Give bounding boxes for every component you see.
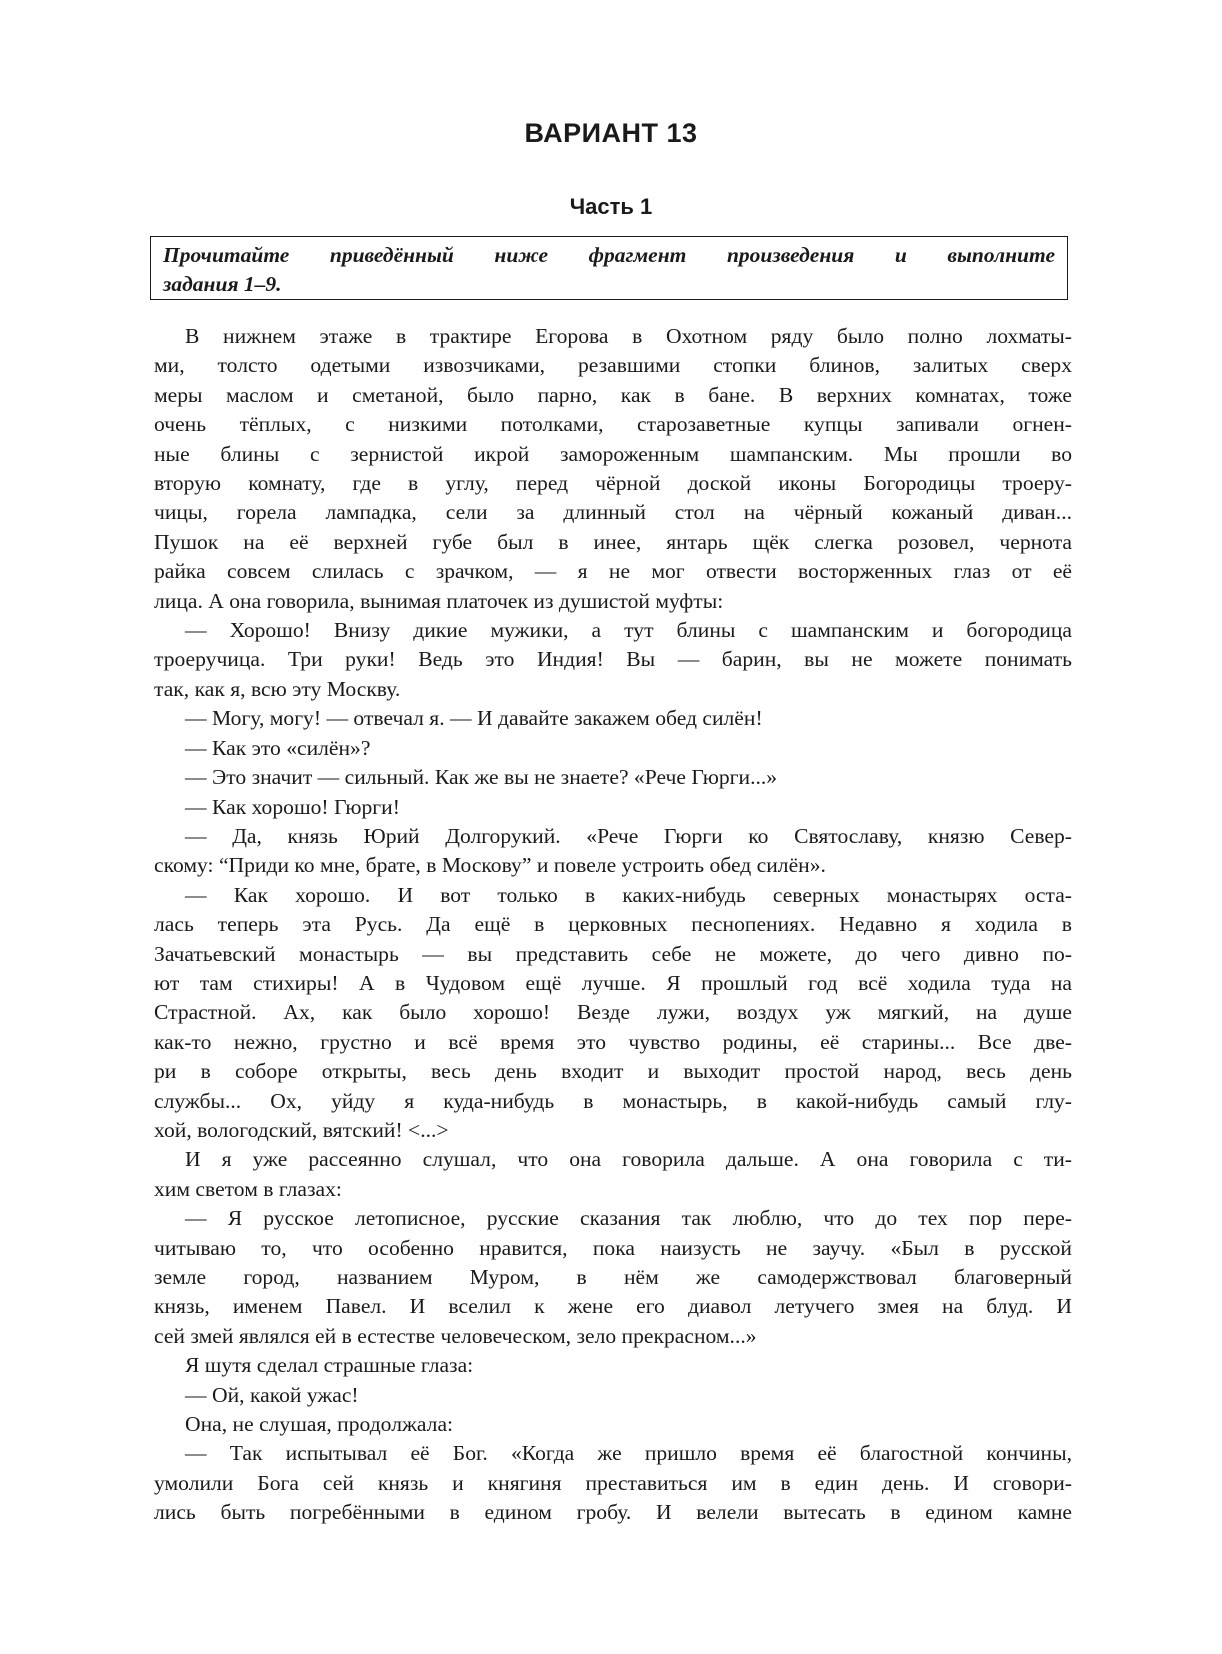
text-line: лица. А она говорила, вынимая платочек из душистой муфты: — [154, 588, 724, 613]
text-line: троеручица. Три руки! Ведь это Индия! Вы — барин, вы не можете понимать — [154, 647, 1072, 672]
text-line: так, как я, всю эту Москву. — [154, 676, 401, 701]
text-line: райка совсем слилась с зрачком, — я не мог отвести восторженных глаз от её — [154, 559, 1072, 584]
text-line: хой, вологодский, вятский! <...> — [154, 1117, 449, 1142]
text-line: хим светом в глазах: — [154, 1176, 342, 1201]
text-line: ные блины с зернистой икрой замороженным шампанским. Мы прошли во — [154, 441, 1072, 466]
text-line: ют там стихиры! А в Чудовом ещё лучше. Я прошлый год всё ходила туда на — [154, 970, 1072, 995]
text-line: — Как это «силён»? — [185, 735, 371, 760]
variant-title: ВАРИАНТ 13 — [524, 118, 698, 148]
text-line: — Как хорошо! Гюрги! — [185, 794, 400, 819]
text-line: лись быть погребёнными в едином гробу. И велели вытесать в едином камне — [154, 1500, 1072, 1525]
text-line: — Так испытывал её Бог. «Когда же пришло время её благостной кончины, — [185, 1441, 1072, 1466]
instruction-line: задания 1–9. — [163, 272, 282, 296]
text-line: меры маслом и сметаной, было парно, как в бане. В верхних комнатах, тоже — [154, 382, 1072, 407]
text-line: Я шутя сделал страшные глаза: — [185, 1353, 474, 1378]
text-line: вторую комнату, где в углу, перед чёрной доской иконы Богородицы троеру- — [154, 471, 1072, 496]
text-line: — Это значит — сильный. Как же вы не знаете? «Рече Гюрги...» — [185, 765, 778, 790]
text-line: как-то нежно, грустно и всё время это чувство родины, её старины... Все две- — [154, 1029, 1072, 1054]
text-line: — Как хорошо. И вот только в каких-нибудь северных монастырях оста- — [185, 882, 1072, 907]
text-line: умолили Бога сей князь и княгиня преставиться им в един день. И сговори- — [154, 1470, 1072, 1495]
text-line: князь, именем Павел. И вселил к жене его диавол летучего змея на блуд. И — [154, 1294, 1072, 1319]
text-line: ри в соборе открыты, весь день входит и выходит простой народ, весь день — [154, 1059, 1072, 1084]
text-line: Она, не слушая, продолжала: — [185, 1412, 454, 1437]
text-line: ми, толсто одетыми извозчиками, резавшими стопки блинов, залитых сверх — [154, 353, 1072, 378]
text-line: — Могу, могу! — отвечал я. — И давайте закажем обед силён! — [185, 706, 763, 731]
part-title: Часть 1 — [569, 194, 653, 219]
instruction-line: Прочитайте приведённый ниже фрагмент произведения и выполните — [163, 243, 1055, 267]
text-line: лась теперь эта Русь. Да ещё в церковных песнопениях. Недавно я ходила в — [154, 912, 1072, 937]
literary-fragment — [154, 322, 1072, 1528]
text-line: земле город, названием Муром, в нём же самодержствовал благоверный — [154, 1265, 1072, 1289]
instruction-box — [150, 236, 1068, 300]
text-line: Пушок на её верхней губе был в инее, янтарь щёк слегка розовел, чернота — [154, 529, 1072, 554]
text-line: Зачатьевский монастырь — вы представить себе не можете, до чего дивно по- — [154, 941, 1072, 966]
text-line: сей змей являлся ей в естестве человеческом, зело прекрасном...» — [154, 1323, 757, 1348]
text-line: скому: “Приди ко мне, брате, в Москову” и повеле устроить обед силён». — [154, 853, 826, 878]
text-line: очень тёплых, с низкими потолками, старозаветные купцы запивали огнен- — [154, 412, 1072, 437]
text-line: чицы, горела лампадка, сели за длинный стол на чёрный кожаный диван... — [154, 500, 1072, 525]
text-line: читываю то, что особенно нравится, пока наизусть не заучу. «Был в русской — [154, 1235, 1072, 1260]
text-line: — Я русское летописное, русские сказания так люблю, что до тех пор пере- — [185, 1206, 1072, 1231]
text-line: И я уже рассеянно слушал, что она говорила дальше. А она говорила с ти- — [185, 1147, 1072, 1172]
text-line: В нижнем этаже в трактире Егорова в Охотном ряду было полно лохматы- — [185, 324, 1072, 348]
text-line: — Ой, какой ужас! — [185, 1382, 359, 1407]
text-line: Страстной. Ах, как было хорошо! Везде лужи, воздух уж мягкий, на душе — [154, 1000, 1072, 1025]
text-line: — Да, князь Юрий Долгорукий. «Рече Гюрги ко Святославу, князю Север- — [185, 823, 1072, 848]
text-line: службы... Ох, уйду я куда-нибудь в монастырь, в какой-нибудь самый глу- — [154, 1088, 1072, 1113]
text-line: — Хорошо! Внизу дикие мужики, а тут блины с шампанским и богородица — [185, 618, 1072, 643]
